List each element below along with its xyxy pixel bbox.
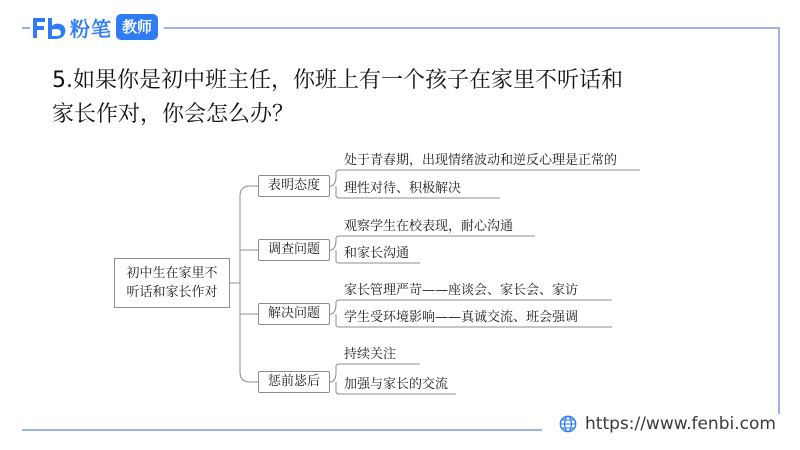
footer-url-text[interactable]: https://www.fenbi.com — [585, 414, 776, 434]
leaf-3a: 家长管理严苛——座谈会、家长会、家访 — [344, 283, 579, 298]
question-line-2: 家长作对，你会怎么办？ — [52, 102, 295, 127]
leaf-2a: 观察学生在校表现，耐心沟通 — [344, 219, 514, 234]
leaf-1b: 理性对待、积极解决 — [344, 181, 462, 196]
branch-node-3: 解决问题 — [258, 303, 330, 325]
brand-name: 粉笔 — [70, 16, 112, 41]
leaf-2b: 和家长沟通 — [344, 246, 410, 261]
branch-node-1: 表明态度 — [258, 175, 330, 197]
leaf-4a: 持续关注 — [344, 347, 397, 362]
root-line-2: 听话和家长作对 — [126, 285, 218, 300]
mindmap-root — [114, 258, 230, 308]
branch-node-2: 调查问题 — [258, 239, 330, 261]
trunk-line — [240, 186, 250, 382]
globe-icon — [559, 415, 577, 433]
root-line-1: 初中生在家里不 — [126, 266, 218, 281]
brand-badge: 教师 — [116, 14, 158, 40]
leaf-4b: 加强与家长的交流 — [344, 377, 449, 392]
question-line-1: 5.如果你是初中班主任，你班上有一个孩子在家里不听话和 — [52, 68, 623, 93]
footer-url[interactable] — [553, 414, 782, 434]
leaf-1a: 处于青春期，出现情绪波动和逆反心理是正常的 — [344, 153, 618, 168]
leaf-3b: 学生受环境影响——真诚交流、班会强调 — [344, 310, 579, 325]
branch-node-4: 惩前毖后 — [258, 371, 330, 393]
